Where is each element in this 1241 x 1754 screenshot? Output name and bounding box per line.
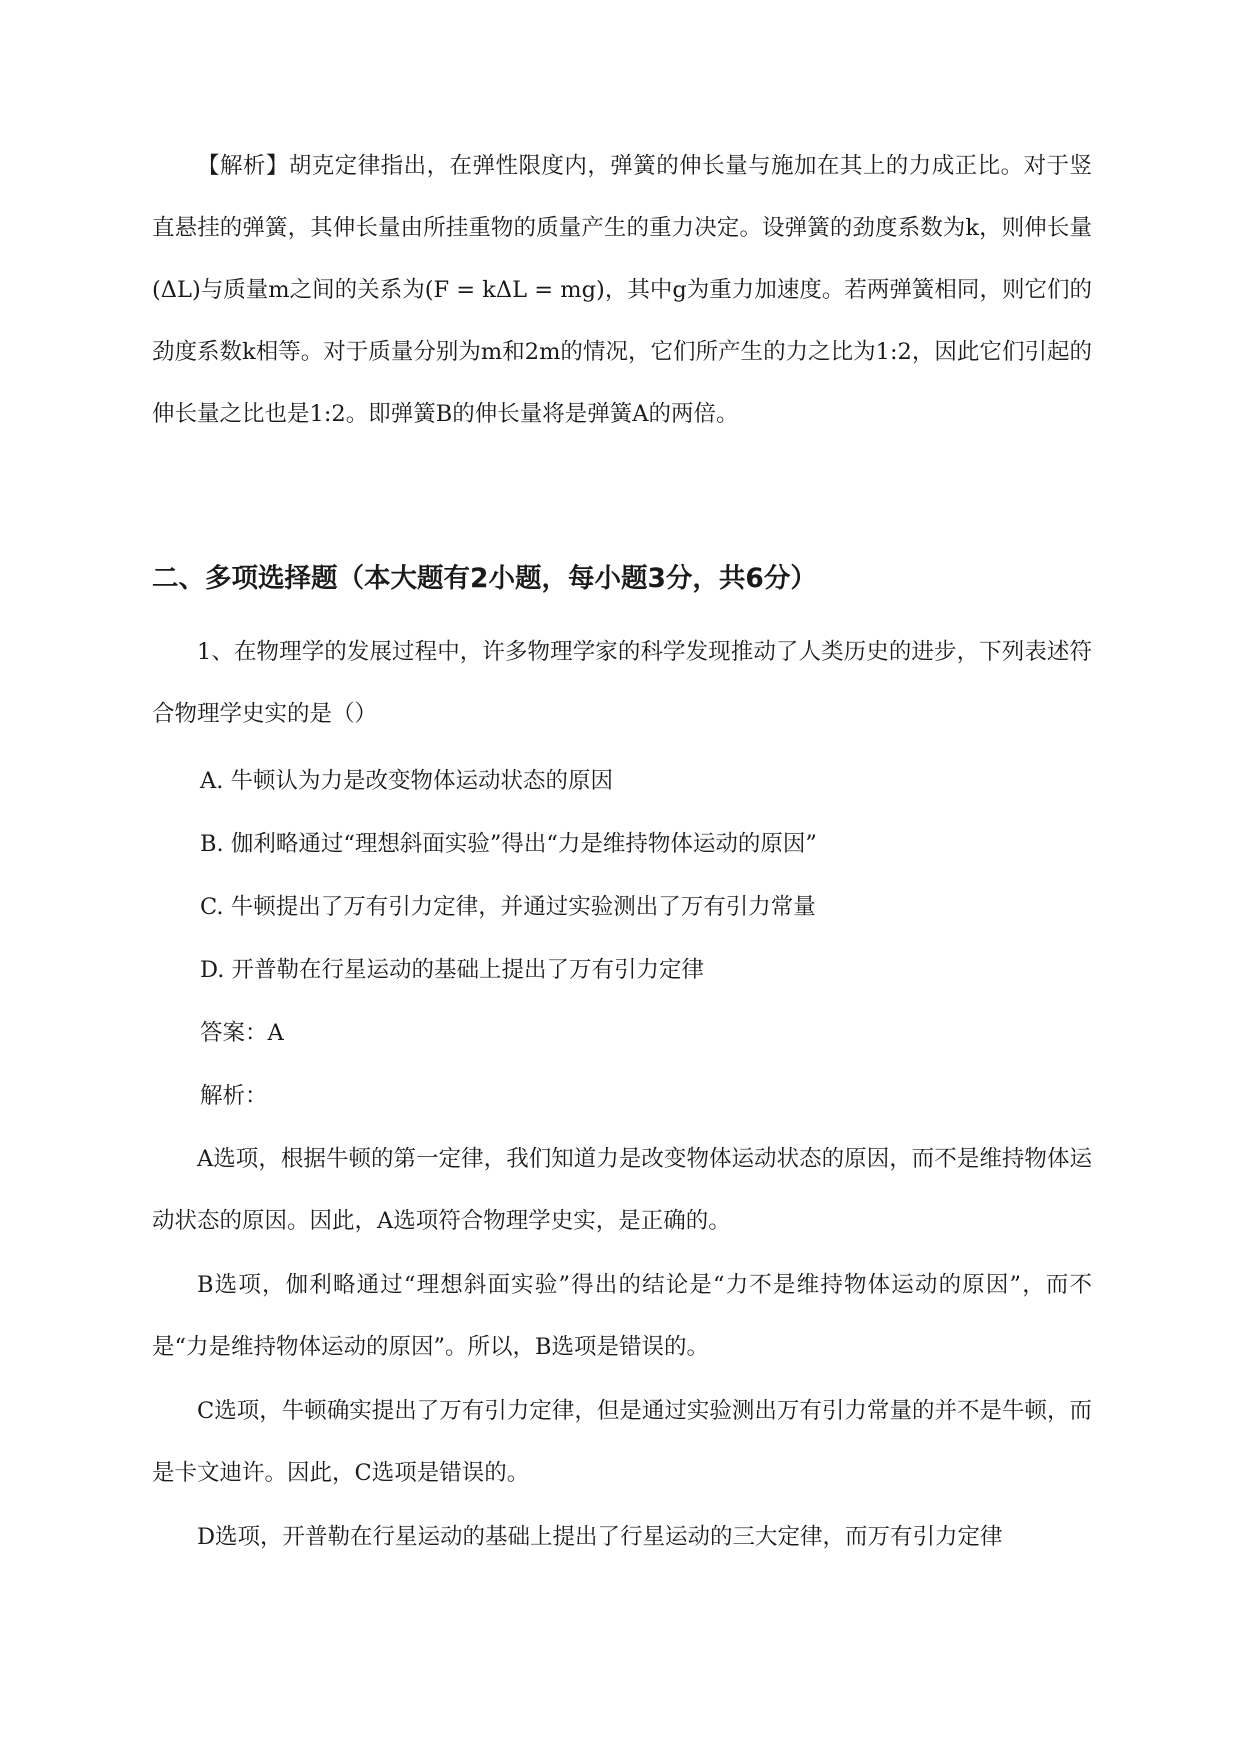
option-b: B. 伽利略通过“理想斜面实验”得出“力是维持物体运动的原因” xyxy=(200,831,817,857)
question-stem: 1、在物理学的发展过程中，许多物理学家的科学发现推动了人类历史的进步，下列表述符合物理学史实的是（） xyxy=(152,639,1092,727)
answer-line: 答案：A xyxy=(200,1020,284,1046)
option-d: D. 开普勒在行星运动的基础上提出了万有引力定律 xyxy=(200,957,705,983)
analysis-option-c: C选项，牛顿确实提出了万有引力定律，但是通过实验测出万有引力常量的并不是牛顿，而是卡文迪许。因此，C选项是错误的。 xyxy=(152,1398,1092,1486)
option-c: C. 牛顿提出了万有引力定律，并通过实验测出了万有引力常量 xyxy=(200,894,816,920)
section-heading: 二、多项选择题（本大题有2小题，每小题3分，共6分） xyxy=(152,563,817,594)
analysis-option-a: A选项，根据牛顿的第一定律，我们知道力是改变物体运动状态的原因，而不是维持物体运动状态的原因。因此，A选项符合物理学史实，是正确的。 xyxy=(152,1146,1092,1234)
analysis-option-d: D选项，开普勒在行星运动的基础上提出了行星运动的三大定律，而万有引力定律 xyxy=(197,1524,1003,1550)
explanation-paragraph: 【解析】胡克定律指出，在弹性限度内，弹簧的伸长量与施加在其上的力成正比。对于竖直悬挂的弹簧，其伸长量由所挂重物的质量产生的重力决定。设弹簧的劲度系数为k，则伸长量(ΔL)与质量m之间的关系为(F = kΔL = mg)，其中g为重力加速度。若两弹簧相同，则它们的劲度系数k相等。对于质量分别为m和2m的情况，它们所产生的力之比为1:2，因此它们引起的伸长量之比也是1:2。即弹簧B的伸长量将是弹簧A的两倍。 xyxy=(152,153,1092,427)
analysis-option-b: B选项，伽利略通过“理想斜面实验”得出的结论是“力不是维持物体运动的原因”，而不是“力是维持物体运动的原因”。所以，B选项是错误的。 xyxy=(152,1272,1092,1360)
analysis-label: 解析： xyxy=(200,1083,268,1109)
option-a: A. 牛顿认为力是改变物体运动状态的原因 xyxy=(200,768,614,794)
